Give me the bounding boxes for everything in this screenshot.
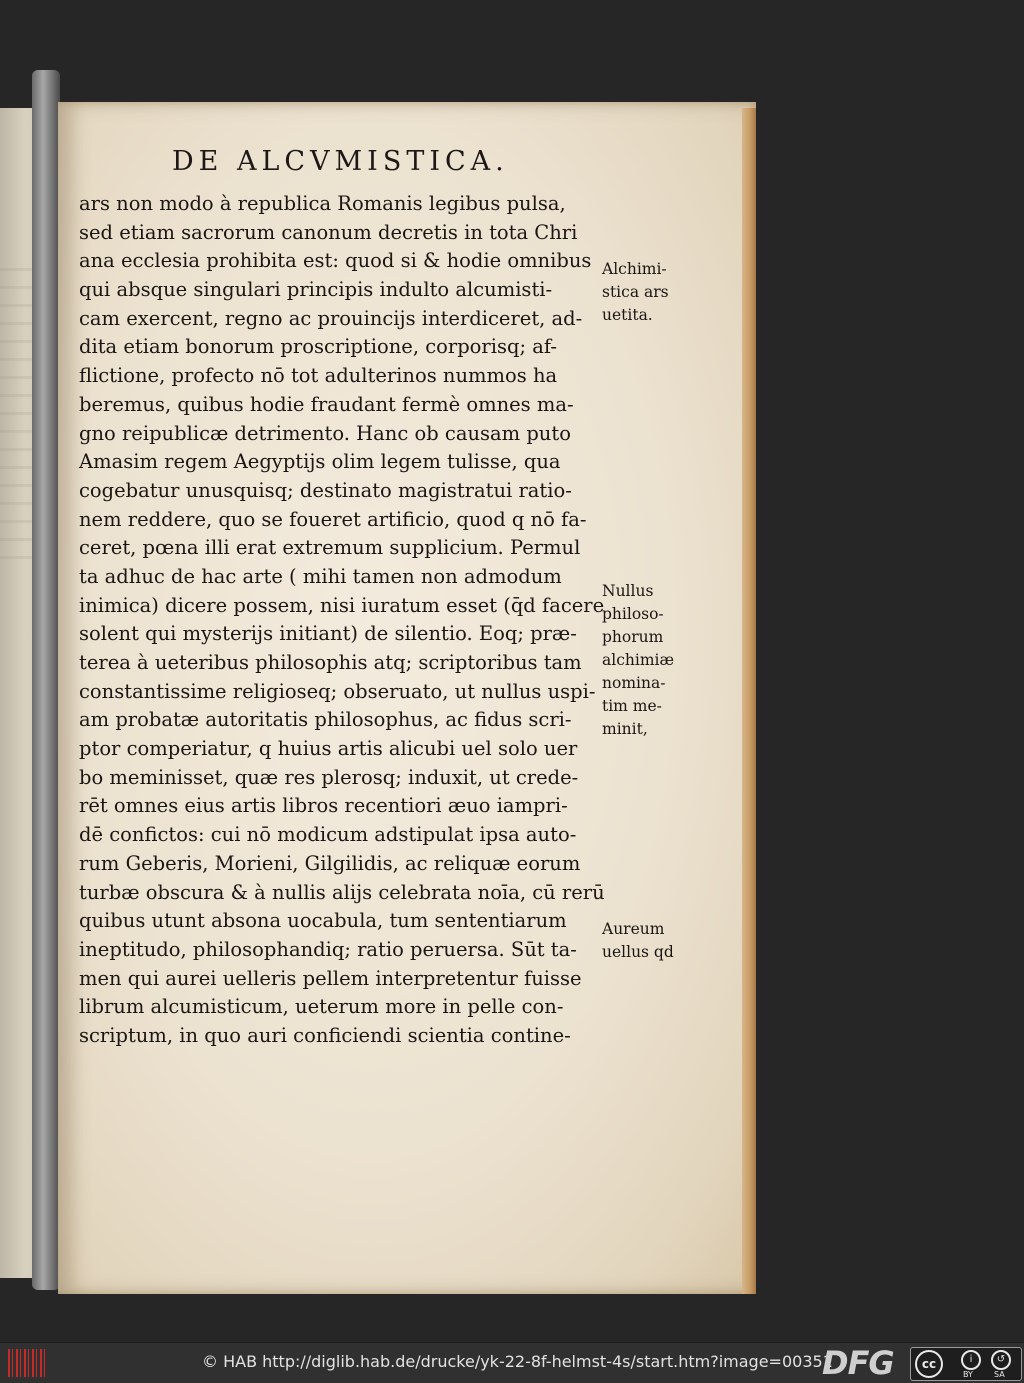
text-line: beremus, quibus hodie fraudant fermè omnes ma- — [79, 392, 574, 416]
text-line: solent qui mysterijs initiant) de silentio. Eoq; præ- — [79, 622, 577, 646]
text-line: dita etiam bonorum proscriptione, corporisq; af- — [79, 335, 557, 359]
text-line: cogebatur unusquisq; destinato magistratui ratio- — [79, 478, 572, 502]
marginal-note — [602, 580, 674, 741]
note-line: Alchimi- — [602, 260, 667, 278]
note-line: Aureum — [602, 920, 665, 938]
text-line: sed etiam sacrorum canonum decretis in tota Chri — [79, 220, 578, 244]
sa-icon: ↺ — [991, 1350, 1011, 1370]
body-text — [79, 190, 605, 1051]
text-line: ars non modo à republica Romanis legibus pulsa, — [79, 192, 566, 215]
page-fore-edge — [742, 108, 756, 1294]
note-line: Nullus — [602, 582, 654, 600]
text-line: flictione, profecto nō tot adulterinos nummos ha — [79, 364, 558, 388]
text-line: dē confictos: cui nō modicum adstipulat ipsa auto- — [79, 823, 577, 847]
sa-label: SA — [994, 1370, 1005, 1379]
cc-icon: cc — [915, 1350, 943, 1378]
marginal-note — [602, 258, 669, 327]
note-line: uetita. — [602, 306, 653, 324]
text-line: nem reddere, quo se foueret artificio, quod q nō fa- — [79, 507, 587, 531]
note-line: tim me- — [602, 697, 662, 715]
book-gutter — [32, 70, 60, 1290]
text-line: terea à ueteribus philosophis atq; scriptoribus tam — [79, 651, 582, 674]
text-line: constantissime religioseq; obseruato, ut nullus uspi- — [79, 679, 596, 703]
dfg-logo[interactable]: DFG — [822, 1344, 894, 1382]
by-icon: i — [961, 1350, 981, 1370]
note-line: uellus qd — [602, 943, 674, 961]
text-line: rum Geberis, Morieni, Gilgilidis, ac reliquæ eorum — [79, 851, 581, 875]
text-line: ana ecclesia prohibita est: quod si & hodie omnibus — [79, 249, 592, 273]
text-line: scriptum, in quo auri conficiendi scientia contine- — [79, 1023, 571, 1047]
cc-license-badge[interactable] — [910, 1347, 1022, 1381]
text-line: Amasim regem Aegyptijs olim legem tulisse, qua — [79, 450, 561, 474]
text-line: ptor comperiatur, q huius artis alicubi uel solo uer — [79, 737, 578, 761]
viewer-footer — [0, 1342, 1024, 1383]
copyright-link[interactable]: © HAB http://diglib.hab.de/drucke/yk-22-8f-helmst-4s/start.htm?image=00351 — [202, 1352, 833, 1371]
text-line: cam exercent, regno ac prouincijs interdiceret, ad- — [79, 306, 583, 330]
text-line: librum alcumisticum, ueterum more in pelle con- — [79, 995, 564, 1019]
text-line: gno reipublicæ detrimento. Hanc ob causam puto — [79, 421, 571, 445]
by-label: BY — [963, 1370, 973, 1379]
text-line: men qui aurei uelleris pellem interpretentur fuisse — [79, 966, 582, 990]
text-line: am probatæ autoritatis philosophus, ac fidus scri- — [79, 708, 572, 732]
note-line: stica ars — [602, 283, 669, 301]
text-line: inimica) dicere possem, nisi iuratum esset (q̄d facere — [79, 593, 605, 617]
text-line: qui absque singulari principis indulto alcumisti- — [79, 278, 553, 302]
text-line: ceret, pœna illi erat extremum supplicium. Permul — [79, 536, 581, 560]
note-line: minit, — [602, 720, 648, 738]
text-line: bo meminisset, quæ res plerosq; induxit, ut crede- — [79, 765, 579, 789]
barcode-icon — [8, 1349, 48, 1377]
note-line: alchimiæ — [602, 651, 675, 669]
note-line: phorum — [602, 628, 664, 646]
note-line: philoso- — [602, 605, 664, 623]
text-line: ta adhuc de hac arte ( mihi tamen non admodum — [79, 564, 562, 588]
text-line: turbæ obscura & à nullis alijs celebrata noīa, cū rerū — [79, 880, 605, 904]
text-line: rēt omnes eius artis libros recentiori æuo iampri- — [79, 794, 568, 818]
text-line: quibus utunt absona uocabula, tum sententiarum — [79, 909, 567, 933]
marginal-note — [602, 918, 674, 964]
note-line: nomina- — [602, 674, 666, 692]
text-line: ineptitudo, philosophandiq; ratio peruersa. Sūt ta- — [79, 937, 577, 961]
running-head: DE ALCVMISTICA. — [172, 146, 509, 177]
